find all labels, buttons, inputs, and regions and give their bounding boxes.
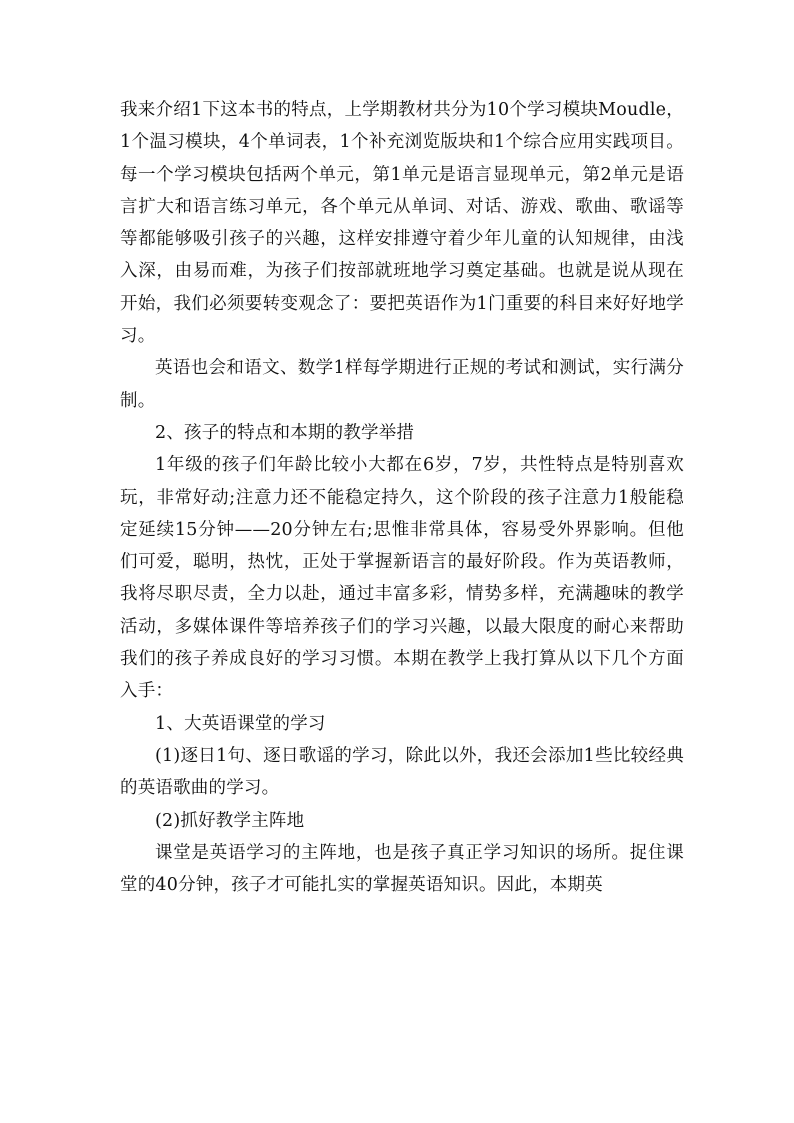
subheading-classroom-learning: 1、大英语课堂的学习 [155,713,326,734]
paragraph-intro-book-features: 我来介绍1下这本书的特点，上学期教材共分为10个学习模块Moudle，1个温习模块，4个单词表，1个补充浏览版块和1个综合应用实践项目。每一个学习模块包括两个单元，第1单元是语言显现单元，第2单元是语言扩大和语言练习单元，各个单元从单词、对话、游戏、歌曲、歌谣等等都能够吸引孩子的兴趣，这样安排遵守着少年儿童的认知规律，由浅入深，由易而难，为孩子们按部就班地学习奠定基础。也就是说从现在开始，我们必须要转变观念了：要把英语作为1门重要的科目来好好地学习。 [120,100,684,347]
section-heading-child-traits: 2、孩子的特点和本期的教学举措 [155,422,415,443]
paragraph-classroom-main: 课堂是英语学习的主阵地，也是孩子真正学习知识的场所。捉住课堂的40分钟，孩子才可能扎实的掌握英语知识。因此，本期英 [120,842,684,896]
document-body [120,94,684,901]
paragraph-daily-sentence: (1)逐日1句、逐日歌谣的学习，除此以外，我还会添加1些比较经典的英语歌曲的学习。 [120,745,684,799]
paragraph-child-traits: 1年级的孩子们年龄比较小大都在6岁，7岁，共性特点是特别喜欢玩，非常好动;注意力还不能稳定持久，这个阶段的孩子注意力1般能稳定延续15分钟——20分钟左右;思惟非常具体，容易受外界影响。但他们可爱，聪明，热忱，正处于掌握新语言的最好阶段。作为英语教师，我将尽职尽责，全力以赴，通过丰富多彩，情势多样，充满趣味的教学活动，多媒体课件等培养孩子们的学习兴趣，以最大限度的耐心来帮助我们的孩子养成良好的学习习惯。本期在教学上我打算从以下几个方面入手： [120,455,684,702]
subheading-main-position: (2)抓好教学主阵地 [155,810,305,831]
paragraph-exam-policy: 英语也会和语文、数学1样每学期进行正规的考试和测试，实行满分制。 [120,358,684,411]
